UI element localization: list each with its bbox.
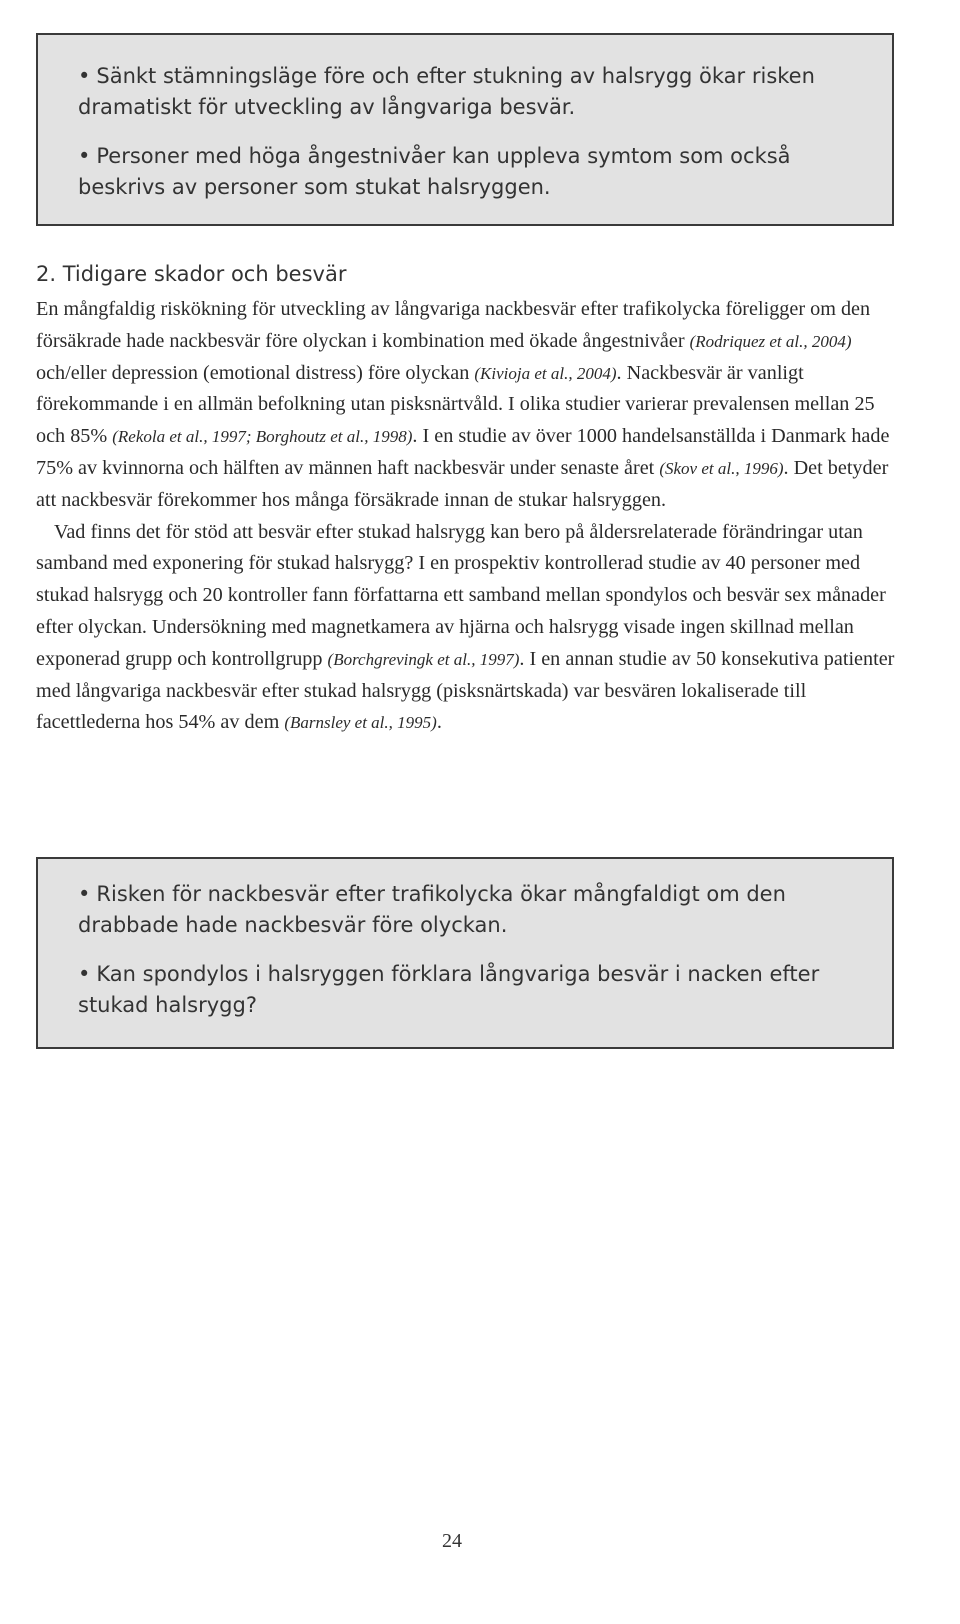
section-heading: 2. Tidigare skador och besvär <box>36 262 347 286</box>
summary-bullet-text: Sänkt stämningsläge före och efter stukning av halsrygg ökar risken dramatiskt för utveckling av långvariga besvär. <box>78 64 815 119</box>
section-body <box>36 294 896 739</box>
paragraph-text: . <box>436 711 442 734</box>
paragraph-text: En mångfaldig riskökning för utveckling av långvariga nackbesvär efter trafikolycka föreligger om den försäkrade hade nackbesvär före olyckan i kombination med ökade ångestnivåer <box>36 298 871 352</box>
citation: (Kivioja et al., 2004) <box>474 363 617 383</box>
summary-bullet <box>78 141 852 203</box>
bullet-icon: • <box>78 962 91 986</box>
summary-box-bottom <box>36 857 894 1049</box>
paragraph-1 <box>36 294 896 517</box>
paragraph-text: . Det betyder att nackbesvär förekommer hos många försäkrade innan de stukar halsryggen. <box>36 456 889 511</box>
citation: (Rekola et al., 1997; Borghoutz et al., 1998) <box>112 427 413 447</box>
paragraph-text: . I en annan studie av 50 konsekutiva patienter med långvariga nackbesvär efter stukad halsrygg (pisksnärtskada) var besvären lokaliserade till facettlederna hos 54% av dem <box>36 647 895 734</box>
citation: (Rodriquez et al., 2004) <box>689 331 852 351</box>
paragraph-2 <box>36 517 896 740</box>
summary-bullet <box>78 959 852 1021</box>
citation: (Skov et al., 1996) <box>659 458 784 478</box>
summary-bullet-text: Personer med höga ångestnivåer kan uppleva symtom som också beskrivs av personer som stukat halsryggen. <box>78 144 791 199</box>
paragraph-text: . I en studie av över 1000 handelsanställda i Danmark hade 75% av kvinnorna och hälften av männen haft nackbesvär under senaste året <box>36 425 890 479</box>
citation: (Borchgrevingk et al., 1997) <box>327 649 520 669</box>
bullet-icon: • <box>78 144 91 168</box>
paragraph-text: Vad finns det för stöd att besvär efter stukad halsrygg kan bero på åldersrelaterade förändringar utan samband med exponering för stukad halsrygg? I en prospektiv kontrollerad studie av 40 personer med stukad halsrygg och 20 kontroller fann författarna ett samband mellan spondylos och besvär sex månader efter olyckan. Undersökning med magnetkamera av hjärna och halsrygg visade ingen skillnad mellan exponerad grupp och kontrollgrupp <box>36 520 886 670</box>
summary-box-top <box>36 33 894 226</box>
bullet-icon: • <box>78 882 91 906</box>
paragraph-text: och/eller depression (emotional distress) före olyckan <box>36 361 475 384</box>
summary-bullet-text: Risken för nackbesvär efter trafikolycka ökar mångfaldigt om den drabbade hade nackbesvär före olyckan. <box>78 882 786 937</box>
summary-bullet-text: Kan spondylos i halsryggen förklara långvariga besvär i nacken efter stukad halsrygg? <box>78 962 820 1017</box>
page-number: 24 <box>442 1530 462 1552</box>
bullet-icon: • <box>78 64 91 88</box>
summary-bullet <box>78 879 852 941</box>
summary-bullet <box>78 61 852 123</box>
paragraph-text: . Nackbesvär är vanligt förekommande i en allmän befolkning utan pisksnärtvåld. I olika studier varierar prevalensen mellan 25 och 85% <box>36 361 875 448</box>
citation: (Barnsley et al., 1995) <box>284 713 437 733</box>
